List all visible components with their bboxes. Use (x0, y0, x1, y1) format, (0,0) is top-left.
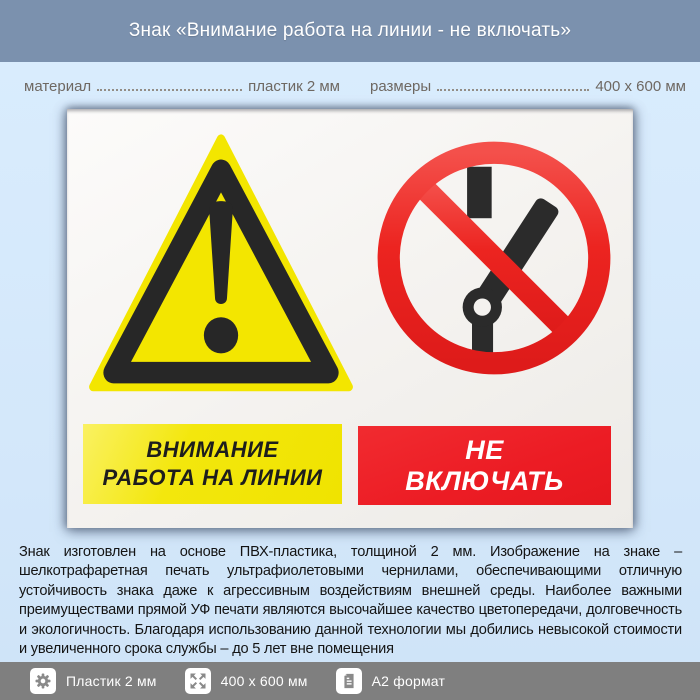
content-area (0, 62, 700, 662)
feature-size-label: 400 x 600 мм (220, 673, 308, 689)
title-bar (0, 0, 700, 62)
warning-caption-box (83, 424, 342, 504)
spec-material-label: материал (24, 78, 92, 95)
dotted-leader (437, 89, 589, 91)
expand-icon (185, 668, 211, 694)
spec-size (370, 78, 686, 95)
page-title: Знак «Внимание работа на линии - не включать» (128, 20, 572, 41)
prohibit-caption-box (358, 426, 611, 505)
prohibit-caption-line1: НЕ (465, 434, 504, 465)
feature-format (336, 668, 445, 694)
feature-format-label: А2 формат (371, 673, 446, 689)
product-description: Знак изготовлен на основе ПВХ-пластика, толщиной 2 мм. Изображение на знаке – шелкотрафаретная печать ультрафиолетовыми чернилами, обеспечивающими отличную устойчивость знака даже к агрессивным воздействиям внешней среды. Наиболее важными преимуществами прямой УФ печати являются высочайшее качество цветопередачи, долговечность и экологичность. Благодаря использованию данной технологии мы добились невысокой стоимости и увеличенного срока службы – до 5 лет вне помещения (19, 544, 682, 658)
feature-bar (0, 662, 700, 700)
prohibit-caption-line2: ВКЛЮЧАТЬ (405, 465, 564, 496)
sign-plate (67, 109, 633, 528)
warning-caption-line1: ВНИМАНИЕ (146, 437, 279, 462)
feature-size (185, 668, 308, 694)
sign-image-wrapper (0, 109, 700, 528)
spec-size-value: 400 x 600 мм (595, 78, 686, 95)
warning-caption-line2: РАБОТА НА ЛИНИИ (102, 465, 323, 490)
gear-icon (30, 668, 56, 694)
feature-material (30, 668, 157, 694)
dotted-leader (97, 89, 242, 91)
document-icon (336, 668, 362, 694)
feature-material-label: Пластик 2 мм (66, 673, 157, 689)
spec-size-label: размеры (370, 78, 432, 95)
warning-triangle-icon (85, 133, 357, 397)
spec-material (24, 78, 340, 95)
spec-material-value: пластик 2 мм (248, 78, 340, 95)
no-switch-on-icon (377, 141, 611, 375)
spec-row (0, 62, 700, 95)
